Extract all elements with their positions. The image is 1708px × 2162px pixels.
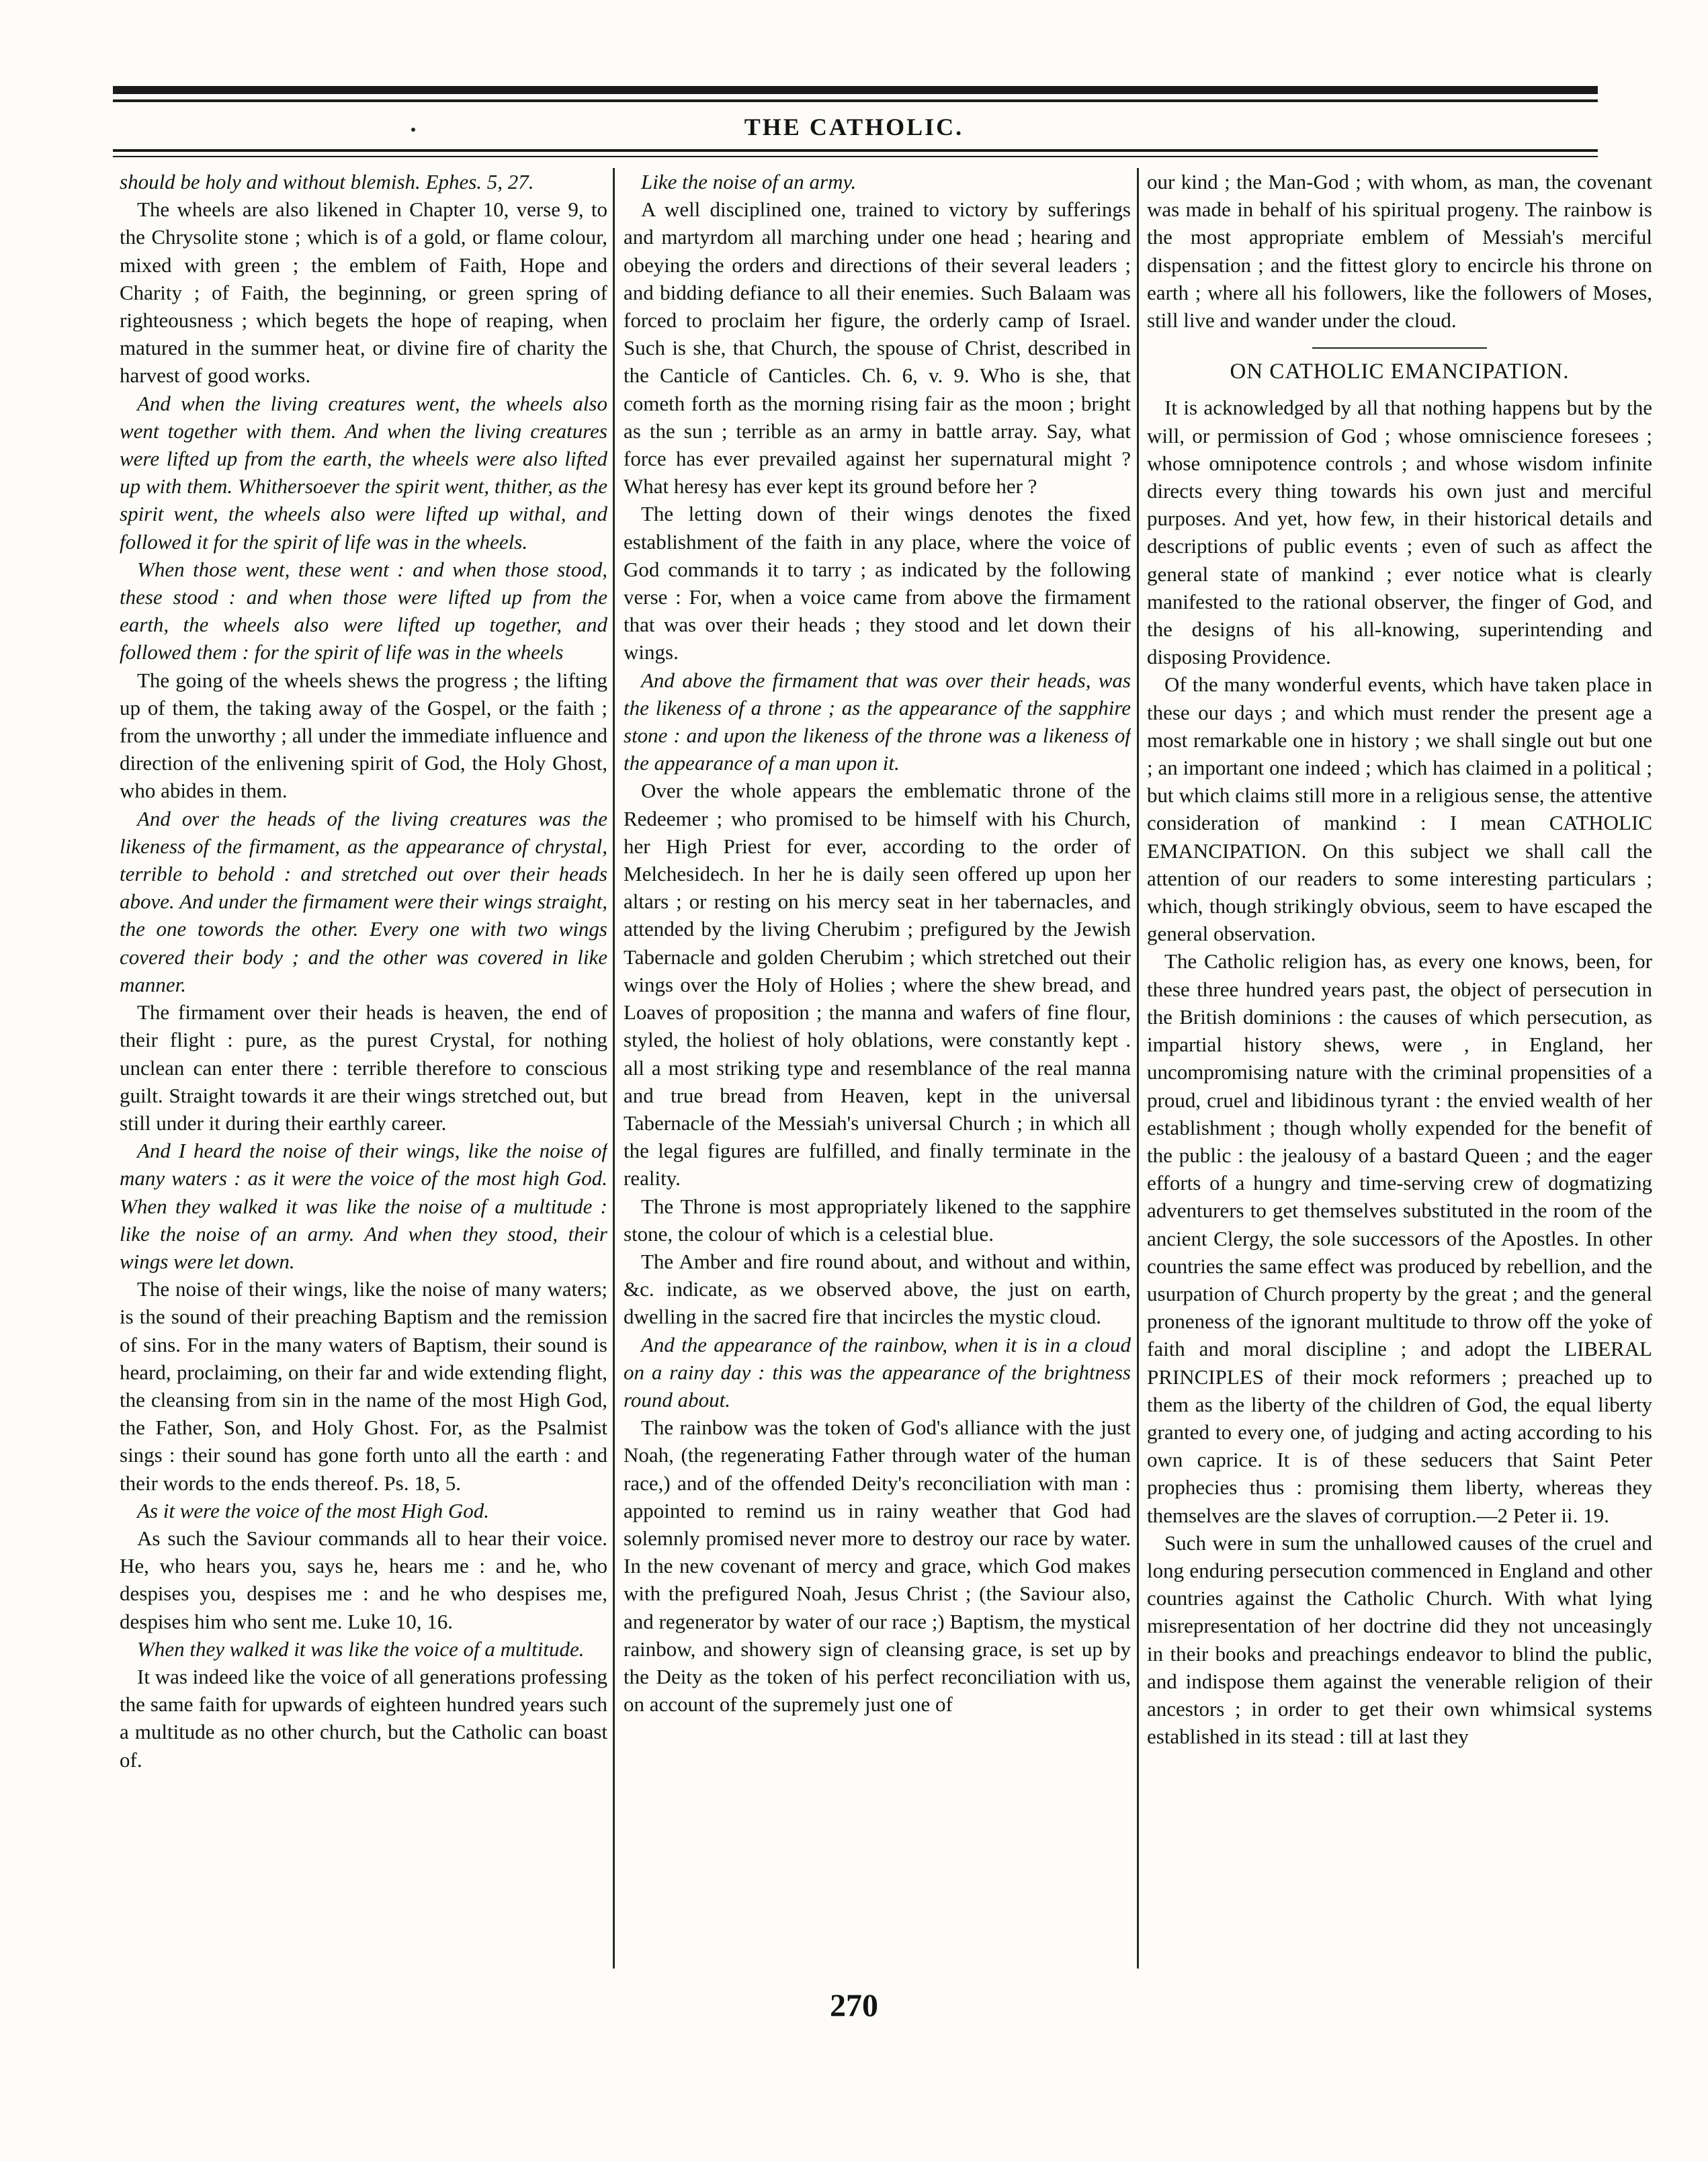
paragraph: It was indeed like the voice of all generations professing the same faith for upwards of eighteen hundred years such a multitude as no other church, but the Catholic can boast of. <box>120 1664 607 1772</box>
scripture-quote: And above the firmament that was over their heads, was the likeness of a throne ; as the appearance of the sapphire stone : and upon the likeness of the throne was a likeness of the appearance of a man upon it. <box>624 668 1131 775</box>
article-heading: ON CATHOLIC EMANCIPATION. <box>1230 359 1570 384</box>
top-rule-thin <box>113 99 1598 102</box>
header-rule-upper <box>113 149 1598 152</box>
paragraph: our kind ; the Man-God ; with whom, as man, the covenant was made in behalf of his spiritual progeny. The rainbow is the most appropriate emblem of Messiah's merciful dispensation ; and the fittest glory to encircle his throne on earth ; where all his followers, like the followers of Moses, still live and wander under the cloud. <box>1147 170 1652 333</box>
paragraph: The firmament over their heads is heaven, the end of their flight : pure, as the purest Crystal, for nothing unclean can enter there : terrible therefore to conscious guilt. Straight towards it are their wings stretched out, but still under it during their earthly career. <box>120 1000 607 1135</box>
scripture-quote: As it were the voice of the most High God. <box>137 1498 490 1522</box>
column-middle <box>624 168 1131 1969</box>
column-left <box>120 168 607 1969</box>
page-number: 270 <box>830 1988 878 2024</box>
scripture-quote: And over the heads of the living creatures was the likeness of the firmament, as the appearance of chrystal, terrible to behold : and stretched out over their heads above. And under the firmament were their wings straight, the one towords the other. Every one with two wings covered their body ; and the other was covered in like manner. <box>120 806 607 996</box>
paragraph: Over the whole appears the emblematic throne of the Redeemer ; who promised to be himself with his Church, her High Priest for ever, according to the order of Melchesidech. In her he is daily seen offered up upon her altars ; or resting on his mercy seat in her tabernacles, and attended by the living Cherubim ; prefigured by the Jewish Tabernacle and golden Cherubim ; which stretched out their wings over the Holy of Holies ; where the shew bread, and Loaves of proposition ; the manna and wafers of fine flour, styled, the holiest of holy oblations, were constantly kept . all a most striking type and resemblance of the real manna and true bread from Heaven, kept in the universal Tabernacle of the Messiah's universal Church ; in which all the legal figures are fulfilled, and finally terminate in the reality. <box>624 779 1131 1191</box>
scripture-quote: When those went, these went : and when those stood, these stood : and when those were lifted up from the earth, the wheels also were lifted up together, and followed them : for the spirit of life was in the wheels <box>120 557 607 664</box>
column-right <box>1147 168 1652 1969</box>
top-rule-thick <box>113 86 1598 94</box>
paragraph: The Throne is most appropriately likened to the sapphire stone, the colour of which is a celestial blue. <box>624 1194 1131 1246</box>
paragraph: The wheels are also likened in Chapter 10, verse 9, to the Chrysolite stone ; which is of a gold, or flame colour, mixed with green ; the emblem of Faith, Hope and Charity ; of Faith, the beginning, or green spring of righteousness ; which begets the hope of reaping, when matured in the summer heat, or divine fire of charity the harvest of good works. <box>120 198 607 388</box>
running-title: THE CATHOLIC. <box>744 114 964 140</box>
scripture-quote: When they walked it was like the voice of a multitude. <box>137 1637 585 1661</box>
paragraph: should be holy and without blemish. Ephes. 5, 27. <box>120 170 534 193</box>
column-divider <box>613 168 615 1969</box>
paragraph: The going of the wheels shews the progress ; the lifting up of them, the taking away of the Gospel, or the faith ; from the unworthy ; all under the immediate influence and direction of the enlivening spirit of God, the Holy Ghost, who abides in them. <box>120 668 607 803</box>
paragraph: The letting down of their wings denotes the fixed establishment of the faith in any place, where the voice of God commands it to tarry ; as indicated by the following verse : For, when a voice came from above the firmament that was over their heads ; they stood and let down their wings. <box>624 502 1131 664</box>
scripture-quote: And when the living creatures went, the wheels also went together with them. And when the living creatures were lifted up from the earth, the wheels were also lifted up with them. Whithersoever the spirit went, thither, as the spirit went, the wheels also were lifted up withal, and followed it for the spirit of life was in the wheels. <box>120 391 607 554</box>
paragraph: The Amber and fire round about, and without and within, &c. indicate, as we observed above, the just on earth, dwelling in the sacred fire that incircles the mystic cloud. <box>624 1249 1131 1329</box>
header-rule-lower <box>113 156 1598 157</box>
column-divider <box>1137 168 1139 1969</box>
paragraph: The Catholic religion has, as every one knows, been, for these three hundred years past, the object of persecution in the British dominions : the causes of which persecution, as impartial history shews, were , in England, her uncompromising nature with the criminal propensities of a proud, cruel and libidinous tyrant : the envied wealth of her establishment ; though wholly expended for the benefit of the public : the jealousy of a bastard Queen ; and the eager efforts of a hungry and time-serving crew of dogmatizing adventurers to get themselves substituted in the room of the ancient Clergy, the sole successors of the Apostles. In other countries the same effect was produced by rebellion, and the usurpation of Church property by the great ; and the general proneness of the ignorant multitude to throw off the yoke of faith and moral discipline ; and adopt the LIBERAL PRINCIPLES of their mock reformers ; preached up to them as the liberty of the children of God, the equal liberty granted to every one, of judging and acting according to his own caprice. It is of these seducers that Saint Peter prophecies thus : promising them liberty, whereas they themselves are the slaves of corruption.—2 Peter ii. 19. <box>1147 949 1652 1527</box>
paragraph: As such the Saviour commands all to hear their voice. He, who hears you, says he, hears me : and he, who despises you, despises me : and he who despises me, despises him who sent me. Luke 10, 16. <box>120 1526 607 1633</box>
paragraph: Such were in sum the unhallowed causes of the cruel and long enduring persecution commenced in England and other countries against the Catholic Church. With what lying misrepresentation of her doctrine did they not unceasingly in their books and preachings endeavor to blind the public, and indispose them against the venerable religion of their ancestors ; in order to get their own whimsical systems established in its stead : till at last they <box>1147 1530 1652 1749</box>
section-separator <box>1312 347 1487 349</box>
paragraph: The noise of their wings, like the noise of many waters; is the sound of their preaching Baptism and the remission of sins. For in the many waters of Baptism, their sound is heard, proclaiming, on their far and wide extending flight, the cleansing from sin in the name of the most High God, the Father, Son, and Holy Ghost. For, as the Psalmist sings : their sound has gone forth unto all the earth : and their words to the ends thereof. Ps. 18, 5. <box>120 1277 607 1495</box>
paragraph: The rainbow was the token of God's alliance with the just Noah, (the regenerating Father through water of the human race,) and of the offended Deity's reconciliation with man : appointed to remind us in rainy weather that God had solemnly promised never more to destroy our race by water. In the new covenant of mercy and grace, which God makes with the prefigured Noah, Jesus Christ ; (the Saviour also, and regenerator by water of our race ;) Baptism, the mystical rainbow, and showery sign of cleansing grace, is set up by the Deity as the token of his perfect reconciliation with us, on account of the supremely just one of <box>624 1416 1131 1717</box>
scripture-quote: And the appearance of the rainbow, when it is in a cloud on a rainy day : this was the appearance of the brightness round about. <box>624 1332 1131 1412</box>
scripture-quote: And I heard the noise of their wings, like the noise of many waters : as it were the voice of the most high God. When they walked it was like the noise of a multitude : like the noise of an army. And when they stood, their wings were let down. <box>120 1139 607 1273</box>
paragraph: Of the many wonderful events, which have taken place in these our days ; and which must render the present age a most remarkable one in history ; we shall single out but one ; an important one indeed ; which has claimed in a political ; but which claims still more in a religious sense, the attentive consideration of mankind : I mean CATHOLIC EMANCIPATION. On this subject we shall call the attention of our readers to some interesting particulars ; which, though strikingly obvious, seem to have escaped the general observation. <box>1147 673 1652 946</box>
scripture-quote: Like the noise of an army. <box>641 170 857 193</box>
paragraph: A well disciplined one, trained to victory by sufferings and martyrdom all marching under one head ; hearing and obeying the orders and directions of their several leaders ; and bidding defiance to all their enemies. Such Balaam was forced to proclaim her figure, the orderly camp of Israel. Such is she, that Church, the spouse of Christ, described in the Canticle of Canticles. Ch. 6, v. 9. Who is she, that cometh forth as the morning rising fair as the moon ; bright as the sun ; terrible as an army in battle array. Say, what force has ever prevailed against her supernatural might ? What heresy has ever kept its ground before her ? <box>624 198 1131 499</box>
paragraph: It is acknowledged by all that nothing happens but by the will, or permission of God ; whose omniscience foresees ; whose omnipotence controls ; and whose wisdom infinite directs every thing towards his own just and merciful purposes. And yet, how few, in their historical details and descriptions of public events ; even of such as affect the general state of mankind ; ever notice what is clearly manifested to the rational observer, the finger of God, and the designs of his all-knowing, superintending and disposing Providence. <box>1147 396 1652 669</box>
header-dot <box>411 128 415 132</box>
